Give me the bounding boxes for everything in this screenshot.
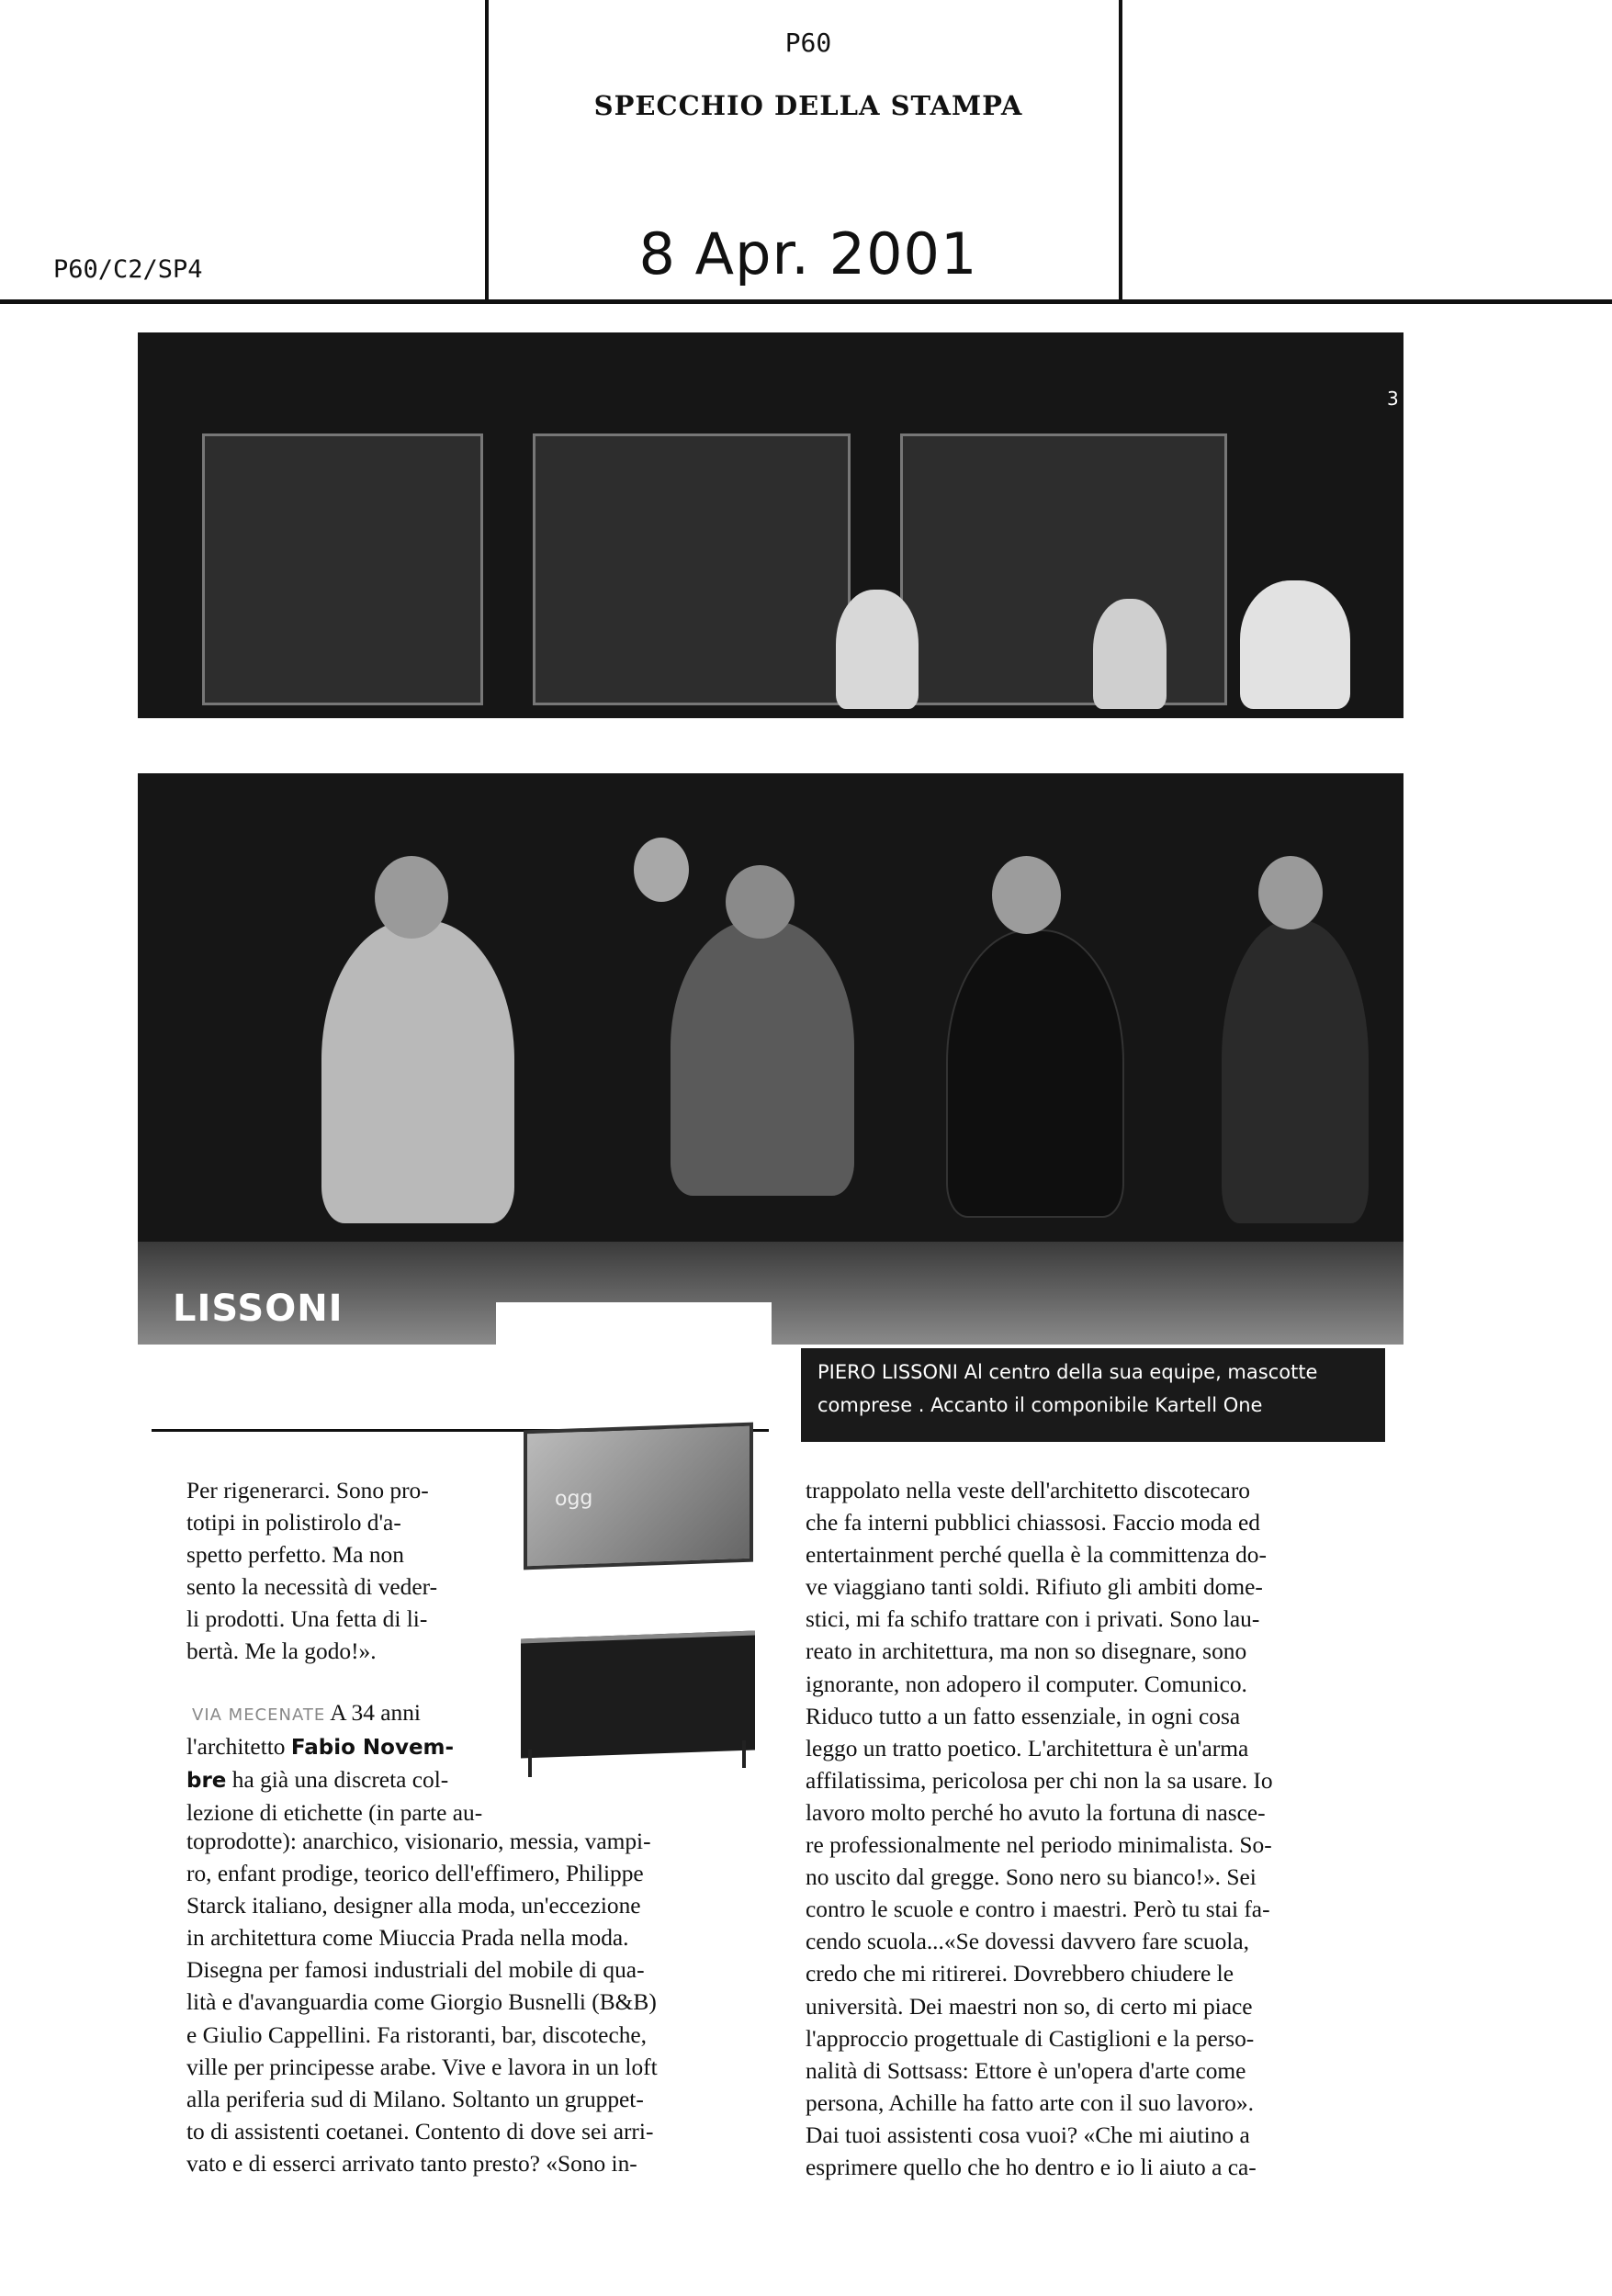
- text-line: Riduco tutto a un fatto essenziale, in ogni cosa: [806, 1703, 1241, 1729]
- text-line: credo che mi ritirerei. Dovrebbero chiudere le: [806, 1961, 1234, 1987]
- clipping-code: P60/C2/SP4: [53, 255, 203, 284]
- text-line: bertà. Me la godo!».: [186, 1638, 377, 1665]
- text-line: ro, enfant prodige, teorico dell'effimero, Philippe: [186, 1861, 644, 1887]
- text-line: alla periferia sud di Milano. Soltanto un gruppet-: [186, 2086, 644, 2112]
- text-line: reato in architettura, ma non so disegnare, sono: [806, 1638, 1247, 1665]
- photo-person-head: [634, 838, 689, 902]
- person-name: bre: [186, 1769, 227, 1794]
- text-line: ve viaggiano tanti soldi. Rifiuto gli ambiti dome-: [806, 1574, 1263, 1601]
- photo-person: [1222, 920, 1369, 1223]
- text-line: re professionalmente nel periodo minimalista. So-: [806, 1832, 1272, 1859]
- text-line: e Giulio Cappellini. Fa ristoranti, bar, discoteche,: [186, 2021, 648, 2048]
- caption-text: Al centro della sua equipe, mascotte comprese . Accanto il componibile Kartell One: [817, 1361, 1318, 1416]
- intro-text: ha già una discreta col-: [231, 1767, 449, 1794]
- text-line: università. Dei maestri non so, di certo mi piace: [806, 1993, 1253, 2020]
- text-line: [186, 1697, 535, 1731]
- issue-date: 8 Apr. 2001: [638, 220, 978, 287]
- text-line: Dai tuoi assistenti cosa vuoi? «Che mi aiutino a: [806, 2122, 1250, 2148]
- text-line: che fa interni pubblici chiassosi. Faccio moda ed: [806, 1510, 1260, 1536]
- text-line: affilatissima, pericolosa per chi non la sa usare. Io: [806, 1767, 1273, 1794]
- text-line: li prodotti. Una fetta di li-: [186, 1606, 428, 1633]
- source-title: SPECCHIO DELLA STAMPA: [593, 90, 1023, 121]
- photo-white-band: [138, 718, 1403, 773]
- text-line: in architettura come Miuccia Prada nella moda.: [186, 1925, 629, 1952]
- photo-person: [836, 590, 919, 709]
- photo-person: [321, 920, 514, 1223]
- intro-text: A 34 anni: [330, 1700, 421, 1726]
- text-line: Per rigenerarci. Sono pro-: [186, 1478, 429, 1503]
- text-line: Starck italiano, designer alla moda, un'eccezione: [186, 1893, 641, 1919]
- text-line: no uscito dal gregge. Sono nero su bianco!». Sei: [806, 1864, 1257, 1891]
- text-line: contro le scuole e contro i maestri. Però tu stai fa-: [806, 1896, 1270, 1923]
- photo-person-head: [726, 865, 795, 939]
- text-line: toprodotte): anarchico, visionario, messia, vampi-: [186, 1829, 651, 1854]
- text-line: esprimere quello che ho dentro e io li aiuto a ca-: [806, 2154, 1257, 2180]
- photo-corner-number: 3: [1387, 388, 1399, 410]
- photo-person: [1240, 580, 1350, 709]
- text-line: leggo un tratto poetico. L'architettura è un'arma: [806, 1735, 1249, 1761]
- intro-text: l'architetto: [186, 1734, 286, 1761]
- text-line: Disegna per famosi industriali del mobile di qua-: [186, 1957, 645, 1984]
- product-leg: [742, 1740, 746, 1768]
- text-line: trappolato nella veste dell'architetto discotecaro: [806, 1478, 1250, 1503]
- text-line: [186, 1764, 535, 1797]
- text-line: lavoro molto perché ho avuto la fortuna di nasce-: [806, 1799, 1266, 1826]
- text-line: persona, Achille ha fatto arte con il suo lavoro».: [806, 2089, 1254, 2116]
- photo-window-center: [533, 433, 851, 705]
- photo-caption: [801, 1348, 1385, 1442]
- text-line: to di assistenti coetanei. Contento di dove sei arri-: [186, 2118, 654, 2144]
- text-line: stici, mi fa schifo trattare con i privati. Sono lau-: [806, 1606, 1260, 1633]
- text-line: [186, 1731, 535, 1764]
- photo-person-head: [375, 856, 448, 939]
- article-left-column-intro: [186, 1697, 535, 1829]
- photo-person-head: [992, 856, 1061, 934]
- text-line: cendo scuola...«Se dovessi davvero fare scuola,: [806, 1929, 1249, 1955]
- photo-label: LISSONI: [173, 1288, 344, 1330]
- product-image-text: ogg: [555, 1486, 593, 1512]
- text-line: spetto perfetto. Ma non: [186, 1542, 404, 1569]
- article-left-column-wide: [186, 1826, 774, 2180]
- photo-person-head: [1258, 856, 1323, 929]
- text-line: ignorante, non adopero il computer. Comunico.: [806, 1671, 1247, 1697]
- article-left-column-narrow: [186, 1475, 513, 1669]
- layout-notch: [496, 1302, 772, 1429]
- text-line: nalità di Sottsass: Ettore è un'opera d'arte come: [806, 2057, 1246, 2084]
- text-line: entertainment perché quella è la committenza do-: [806, 1542, 1267, 1569]
- photo-person: [1093, 599, 1167, 709]
- team-photo: [138, 332, 1403, 1345]
- text-line: ville per principesse arabe. Vive e lavora in un loft: [186, 2054, 658, 2080]
- text-line: l'approccio progettuale di Castiglioni e la perso-: [806, 2025, 1255, 2052]
- text-line: lità e d'avanguardia come Giorgio Busnelli (B&B): [186, 1989, 657, 2016]
- text-line: totipi in polistirolo d'a-: [186, 1510, 401, 1536]
- header-bottom-rule: [0, 299, 1612, 304]
- caption-name: PIERO LISSONI: [817, 1361, 958, 1383]
- person-name: Fabio Novem-: [290, 1736, 455, 1761]
- product-image-bottom: [521, 1631, 755, 1759]
- photo-window-right: [900, 433, 1227, 705]
- text-line: vato e di esserci arrivato tanto presto? «Sono in-: [186, 2150, 637, 2177]
- article-right-column: [806, 1475, 1393, 2184]
- text-line: sento la necessità di veder-: [186, 1574, 438, 1601]
- photo-window-left: [202, 433, 483, 705]
- product-image-top: [524, 1423, 753, 1570]
- photo-person: [671, 920, 854, 1196]
- text-line: lezione di etichette (in parte au-: [186, 1800, 483, 1827]
- photo-person: [946, 929, 1124, 1218]
- section-kicker: VIA MECENATE: [192, 1705, 326, 1725]
- page-number: P60: [784, 28, 832, 58]
